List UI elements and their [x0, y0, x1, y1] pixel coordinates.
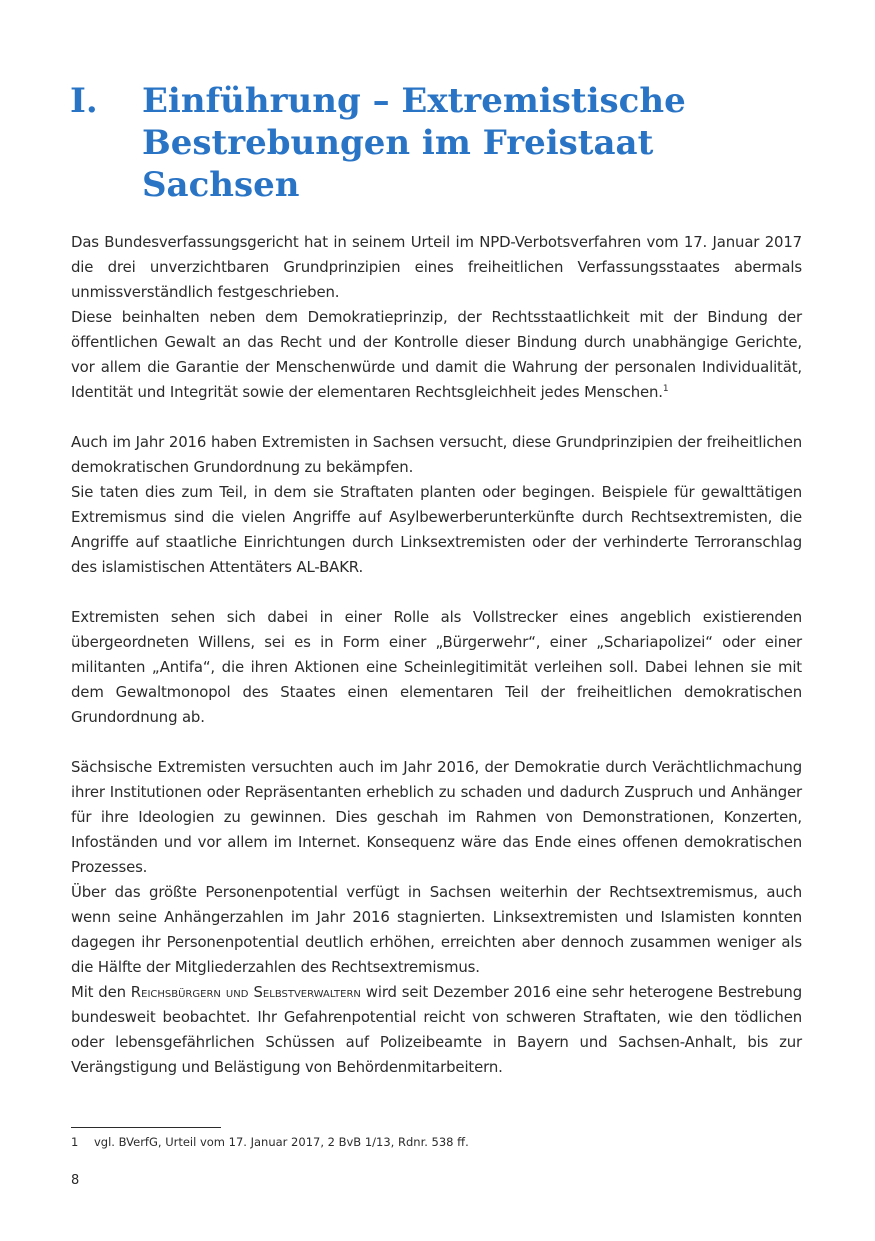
paragraph-4: Sie taten dies zum Teil, in dem sie Straftaten planten oder begingen. Beispiele für gewalttätigen Extremismus sind die vielen Angriffe auf Asylbewerberunterkünfte durch Rechtsextremisten, die Angriffe auf staatliche Einrichtungen durch Linksextremisten oder der verhinderte Terroranschlag des islamistischen Attentäters AL-BAKR. — [71, 483, 802, 576]
paragraph-7: Über das größte Personenpotential verfügt in Sachsen weiterhin der Rechtsextremismus, auch wenn seine Anhängerzahlen im Jahr 2016 stagnierten. Linksextremisten und Islamisten konnten dagegen ihr Personenpotential deutlich erhöhen, erreichten aber dennoch zusammen weniger als die Hälfte der Mitgliederzahlen des Rechtsextremismus. — [71, 883, 802, 976]
chapter-title-line-2: Bestrebungen im Freistaat Sachsen — [142, 123, 654, 205]
paragraph-2 — [71, 305, 802, 405]
page-number: 8 — [71, 1173, 80, 1188]
paragraph-8-lead: Mit den — [71, 983, 131, 1001]
chapter-title-line-1: Einführung – Extremistische — [142, 81, 686, 121]
paragraph-8 — [71, 980, 802, 1080]
paragraph-8-rest: wird seit Dezember 2016 eine sehr heterogene Bestrebung bundesweit beobachtet. Ihr Gefahrenpotential reicht von schweren Straftaten, wie den tödlichen oder lebensgefährlichen Schüssen auf Polizeibeamte in Bayern und Sachsen-Anhalt, bis zur Verängstigung und Belästigung von Behördenmitarbeitern. — [71, 983, 802, 1076]
paragraph-2-text: Diese beinhalten neben dem Demokratieprinzip, der Rechtsstaatlichkeit mit der Bindung der öffentlichen Gewalt an das Recht und der Kontrolle dieser Bindung durch unabhängige Gerichte, vor allem die Garantie der Menschenwürde und damit die Wahrung der personalen Individualität, Identität und Integrität sowie der elementaren Rechtsgleichheit jedes Menschen. — [71, 308, 802, 401]
chapter-title — [142, 80, 822, 206]
paragraph-8-small-caps: Reichsbürgern und Selbstverwaltern — [130, 983, 361, 1001]
footnote-text: vgl. BVerfG, Urteil vom 17. Januar 2017, 2 BvB 1/13, Rdnr. 538 ff. — [94, 1135, 469, 1149]
footnote — [71, 1133, 469, 1151]
paragraph-3: Auch im Jahr 2016 haben Extremisten in Sachsen versucht, diese Grundprinzipien der freiheitlichen demokratischen Grundordnung zu bekämpfen. — [71, 433, 802, 476]
chapter-number: I. — [70, 81, 98, 121]
body-text — [71, 230, 802, 1080]
paragraph-6: Sächsische Extremisten versuchten auch im Jahr 2016, der Demokratie durch Verächtlichmachung ihrer Institutionen oder Repräsentanten erheblich zu schaden und dadurch Zuspruch und Anhänger für ihre Ideologien zu gewinnen. Dies geschah im Rahmen von Demonstrationen, Konzerten, Infoständen und vor allem im Internet. Konsequenz wäre das Ende eines offenen demokratischen Prozesses. — [71, 758, 802, 876]
paragraph-1: Das Bundesverfassungsgericht hat in seinem Urteil im NPD-Verbotsverfahren vom 17. Januar 2017 die drei unverzichtbaren Grundprinzipien eines freiheitlichen Verfassungsstaates abermals unmissverständlich festgeschrieben. — [71, 233, 802, 301]
footnote-number: 1 — [71, 1135, 79, 1149]
paragraph-5: Extremisten sehen sich dabei in einer Rolle als Vollstrecker eines angeblich existierenden übergeordneten Willens, sei es in Form einer „Bürgerwehr“, einer „Schariapolizei“ oder einer militanten „Antifa“, die ihren Aktionen eine Scheinlegitimität verleihen soll. Dabei lehnen sie mit dem Gewaltmonopol des Staates einen elementaren Teil der freiheitlichen demokratischen Grundordnung ab. — [71, 608, 802, 726]
footnote-divider — [71, 1127, 221, 1128]
footnote-reference[interactable]: 1 — [662, 384, 669, 394]
